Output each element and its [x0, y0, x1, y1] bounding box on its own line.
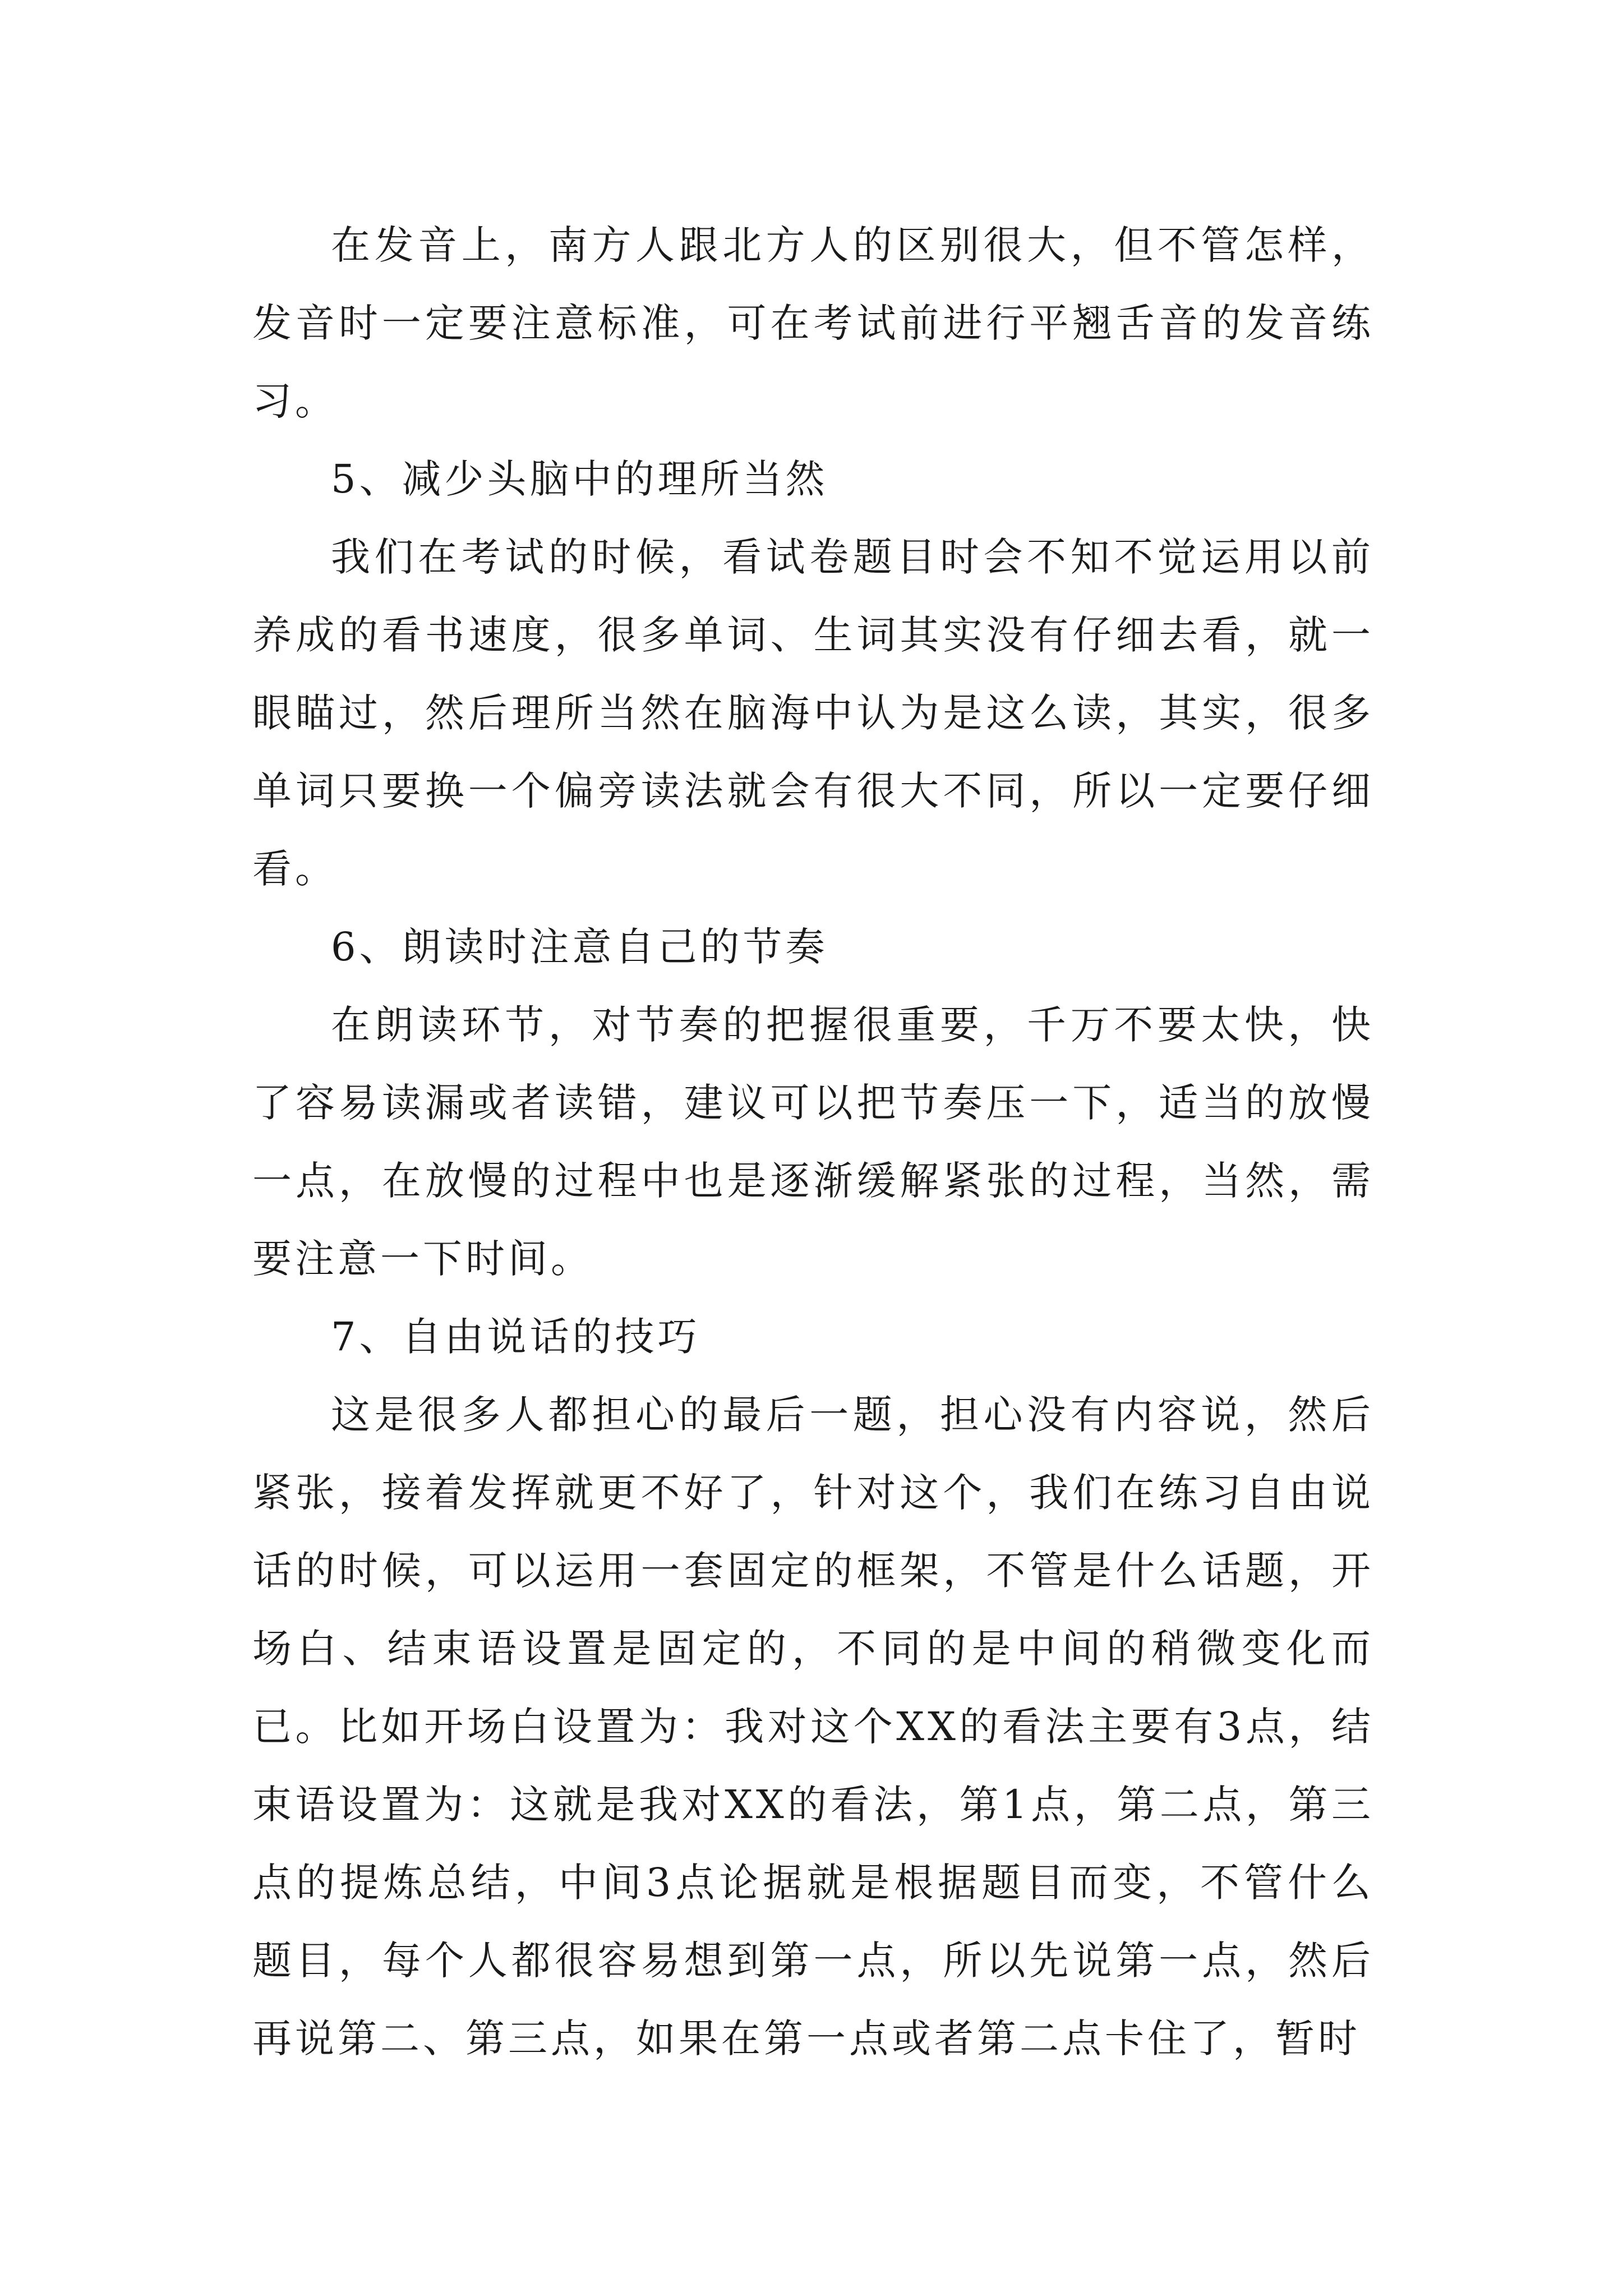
paragraph-rhythm: 在朗读环节，对节奏的把握很重要，千万不要太快，快了容易读漏或者读错，建议可以把节奏压一下，适当的放慢一点，在放慢的过程中也是逐渐缓解紧张的过程，当然，需要注意一下时间。 — [252, 1002, 1374, 1282]
paragraph-pronunciation: 在发音上，南方人跟北方人的区别很大，但不管怎样，发音时一定要注意标准，可在考试前进行平翘舌音的发音练习。 — [252, 222, 1374, 424]
document-body — [252, 206, 1374, 2078]
heading-7: 7、自由说话的技巧 — [331, 1314, 700, 1360]
heading-6: 6、朗读时注意自己的节奏 — [331, 924, 828, 970]
heading-5: 5、减少头脑中的理所当然 — [331, 456, 828, 502]
paragraph-reduce-assumptions: 我们在考试的时候，看试卷题目时会不知不觉运用以前养成的看书速度，很多单词、生词其实没有仔细去看，就一眼瞄过，然后理所当然在脑海中认为是这么读，其实，很多单词只要换一个偏旁读法就会有很大不同，所以一定要仔细看。 — [252, 534, 1374, 892]
paragraph-free-speech: 这是很多人都担心的最后一题，担心没有内容说，然后紧张，接着发挥就更不好了，针对这个，我们在练习自由说话的时候，可以运用一套固定的框架，不管是什么话题，开场白、结束语设置是固定的，不同的是中间的稍微变化而已。比如开场白设置为：我对这个XX的看法主要有3点，结束语设置为：这就是我对XX的看法，第1点，第二点，第三点的提炼总结，中间3点论据就是根据题目而变，不管什么题目，每个人都很容易想到第一点，所以先说第一点，然后再说第二、第三点，如果在第一点或者第二点卡住了，暂时 — [252, 1392, 1374, 2062]
